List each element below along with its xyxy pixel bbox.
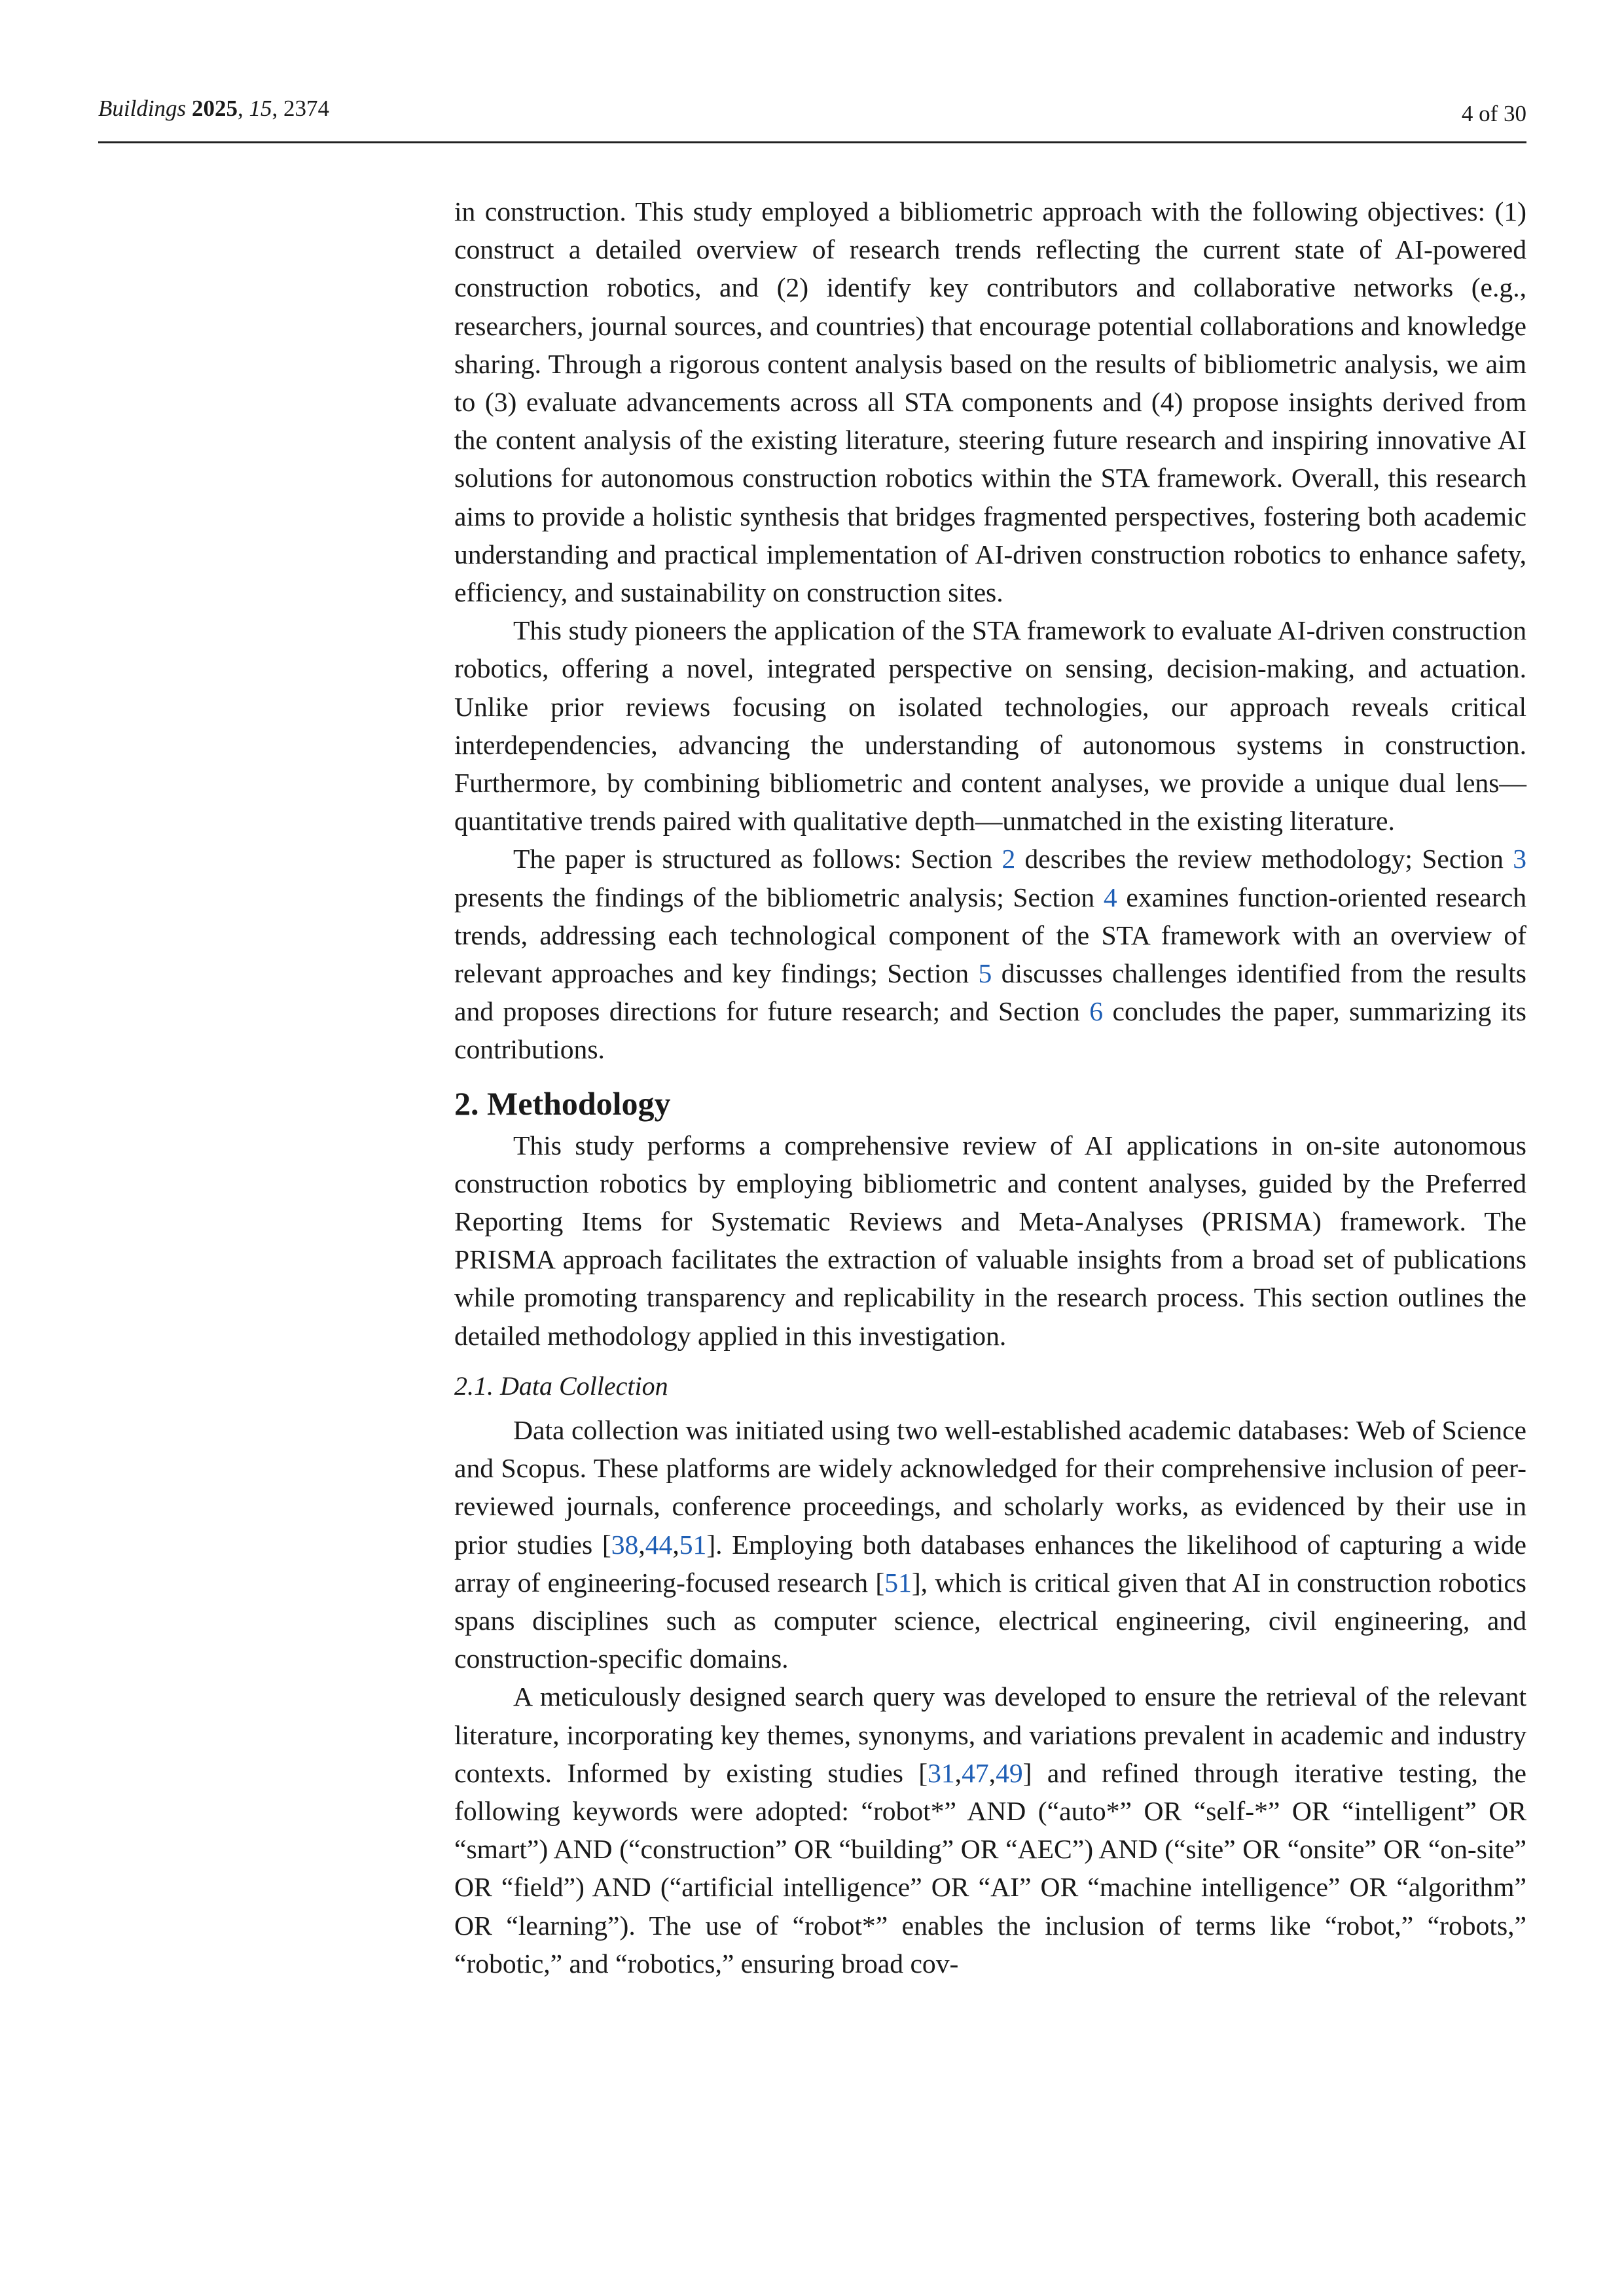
journal-year: 2025 — [191, 96, 238, 121]
intro-paragraph-structure: The paper is structured as follows: Section 2 describes the review methodology; Section 3 presents the findings of the bibliometric analysis; Section 4 examines function-oriented research trends, addressing each technological component of the STA framework with an overview of relevant approaches and key findings; Section 5 discusses challenges identified from the results and proposes directions for future research; and Section 6 concludes the paper, summarizing its contributions. — [454, 844, 1527, 1065]
section-link-6[interactable]: 6 — [1089, 996, 1104, 1027]
citation-link[interactable]: 49 — [996, 1757, 1023, 1788]
data-collection-paragraph-databases: Data collection was initiated using two well-established academic databases: Web of Science and Scopus. These platforms are widely acknowledged for their comprehensive inclusion of peer-reviewed journals, conference proceedings, and scholarly works, as evidenced by their use in prior studies [38,44,51]. Employing both databases enhances the likelihood of capturing a wide array of engineering-focused research [51], which is critical given that AI in construction robotics spans disciplines such as computer science, electrical engineering, civil engineering, and construction-specific domains. — [454, 1414, 1526, 1674]
intro-paragraph-objectives: in construction. This study employed a bibliometric approach with the following objectives: (1) construct a detailed overview of research trends reflecting the current state of AI-powered construction robotics, and (2) identify key contributors and collaborative networks (e.g., researchers, journal sources, and countries) that encourage potential collaborations and knowledge sharing. Through a rigorous content analysis based on the results of bibliometric analysis, we aim to (3) evaluate advancements across all STA components and (4) propose insights derived from the content analysis of the existing literature, steering future research and inspiring innovative AI solutions for autonomous construction robotics within the STA framework. Overall, this research aims to provide a holistic synthesis that bridges fragmented perspectives, fostering both academic understanding and practical implementation of AI-driven construction robotics to enhance safety, efficiency, and sustainability on construction sites. — [454, 196, 1526, 608]
methodology-paragraph: This study performs a comprehensive review of AI applications in on-site autonomous construction robotics by employing bibliometric and content analyses, guided by the Preferred Reporting Items for Systematic Reviews and Meta-Analyses (PRISMA) framework. The PRISMA approach facilitates the extraction of valuable insights from a broad set of publications while promoting transparency and replicability in the research process. This section outlines the detailed methodology applied in this investigation. — [454, 1130, 1526, 1351]
citation-link[interactable]: 38 — [611, 1529, 639, 1560]
journal-volume: 15 — [249, 96, 272, 121]
journal-citation: Buildings 2025, 15, 2374 — [98, 96, 329, 121]
section-heading-methodology: 2. Methodology — [454, 1085, 671, 1122]
journal-name: Buildings — [98, 96, 187, 121]
article-number: 2374 — [283, 96, 329, 121]
section-link-4[interactable]: 4 — [1103, 882, 1117, 912]
subsection-heading-data-collection: 2.1. Data Collection — [454, 1371, 668, 1401]
section-link-5[interactable]: 5 — [978, 958, 992, 989]
citation-link[interactable]: 51 — [884, 1567, 912, 1598]
data-collection-paragraph-query: A meticulously designed search query was developed to ensure the retrieval of the relevant literature, incorporating key themes, synonyms, and variations prevalent in academic and industry contexts. Informed by existing studies [31,47,49] and refined through iterative testing, the following keywords were adopted: “robot*” AND (“auto*” OR “self-*” OR “intelligent” OR “smart”) AND (“construction” OR “building” OR “AEC”) AND (“site” OR “onsite” OR “on-site” OR “field”) AND (“artificial intelligence” OR “AI” OR “machine intelligence” OR “algorithm” OR “learning”). The use of “robot*” enables the inclusion of terms like “robot,” “robots,” “robotic,” and “robotics,” ensuring broad cov- — [454, 1681, 1527, 1979]
citation-link[interactable]: 47 — [962, 1757, 989, 1788]
citation-link[interactable]: 31 — [928, 1757, 955, 1788]
citation-link[interactable]: 44 — [645, 1529, 673, 1560]
running-header — [98, 92, 1526, 143]
page-body — [454, 192, 1526, 1982]
intro-paragraph-novelty: This study pioneers the application of the STA framework to evaluate AI-driven construction robotics, offering a novel, integrated perspective on sensing, decision-making, and actuation. Unlike prior reviews focusing on isolated technologies, our approach reveals critical interdependencies, advancing the understanding of autonomous systems in construction. Furthermore, by combining bibliometric and content analyses, we provide a unique dual lens—quantitative trends paired with qualitative depth—unmatched in the existing literature. — [454, 615, 1526, 836]
page-number: 4 of 30 — [1461, 101, 1526, 126]
section-link-2[interactable]: 2 — [1001, 844, 1016, 874]
citation-link[interactable]: 51 — [679, 1529, 707, 1560]
section-link-3[interactable]: 3 — [1513, 844, 1527, 874]
